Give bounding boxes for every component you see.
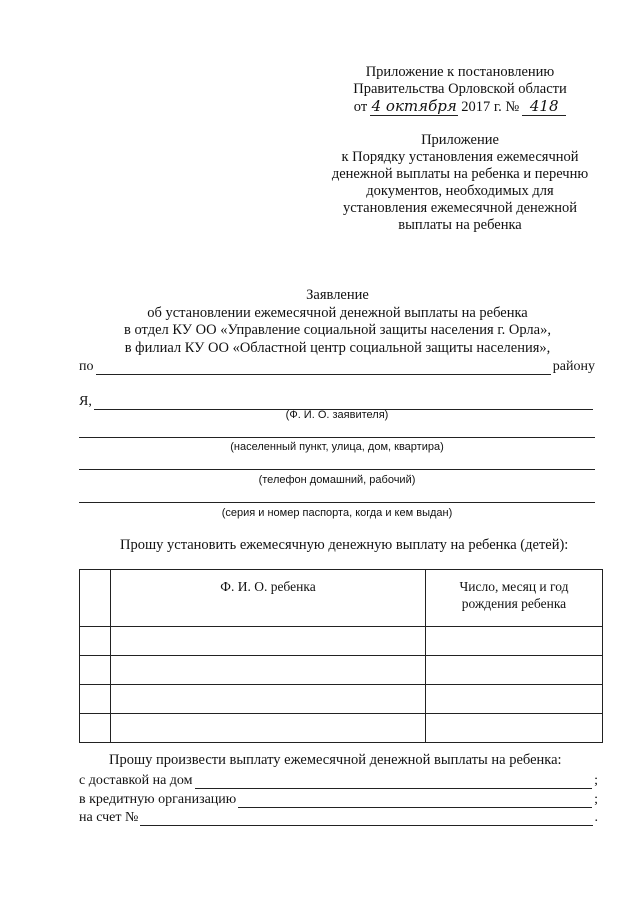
appendix-line: денежной выплаты на ребенка и перечню xyxy=(331,166,589,182)
table-cell[interactable] xyxy=(111,627,426,656)
year-text: 2017 г. № xyxy=(461,99,520,115)
appendix-line: к Порядку установления ежемесячной xyxy=(341,149,579,165)
payment-heading: Прошу произвести выплату ежемесячной денежной выплаты на ребенка: xyxy=(109,752,562,768)
table-cell[interactable] xyxy=(80,714,111,743)
title-line: в филиал КУ ОО «Областной центр социальной защиты населения», xyxy=(124,339,551,356)
phone-field[interactable] xyxy=(79,469,595,470)
hint-address: (населенный пункт, улица, дом, квартира) xyxy=(230,441,444,453)
passport-field[interactable] xyxy=(79,502,595,503)
district-field[interactable] xyxy=(96,362,551,375)
delivery-row xyxy=(79,773,598,789)
table-cell[interactable] xyxy=(111,656,426,685)
table-header-name: Ф. И. О. ребенка xyxy=(111,570,426,627)
table-cell[interactable] xyxy=(80,627,111,656)
appendix-line: выплаты на ребенка xyxy=(398,217,522,233)
account-end: . xyxy=(594,810,598,825)
resolution-line-1: Приложение к постановлению xyxy=(365,64,555,80)
table-row xyxy=(80,656,603,685)
request-text: Прошу установить ежемесячную денежную выплату на ребенка (детей): xyxy=(120,537,569,553)
credit-org-row xyxy=(79,792,598,808)
account-field[interactable] xyxy=(140,813,592,826)
title-line: Заявление xyxy=(306,287,369,303)
table-cell[interactable] xyxy=(426,656,603,685)
birth-header-line-2: рождения ребенка xyxy=(461,596,567,611)
table-header-num xyxy=(80,570,111,627)
applicant-prefix: Я, xyxy=(79,394,92,409)
table-row xyxy=(80,627,603,656)
application-title xyxy=(60,287,615,357)
table-cell[interactable] xyxy=(111,714,426,743)
district-suffix: району xyxy=(552,359,595,374)
table-cell[interactable] xyxy=(80,685,111,714)
birth-header-line-1: Число, месяц и год xyxy=(459,579,569,594)
address-field[interactable] xyxy=(79,437,595,438)
appendix-line: установления ежемесячной денежной xyxy=(342,200,578,216)
table-cell[interactable] xyxy=(80,656,111,685)
delivery-label: с доставкой на дом xyxy=(79,773,193,788)
children-table xyxy=(79,569,603,743)
number-handwritten: 418 xyxy=(522,98,566,116)
table-cell[interactable] xyxy=(426,627,603,656)
district-row xyxy=(79,359,595,375)
account-label: на счет № xyxy=(79,810,139,825)
table-cell[interactable] xyxy=(426,714,603,743)
applicant-row xyxy=(79,394,595,410)
delivery-end: ; xyxy=(594,773,598,788)
appendix-line: Приложение xyxy=(421,132,499,148)
table-header-row xyxy=(80,570,603,627)
date-prefix: от xyxy=(353,99,368,115)
title-line: об установлении ежемесячной денежной выплаты на ребенка xyxy=(147,304,528,321)
resolution-date-row xyxy=(330,98,590,116)
table-header-birth xyxy=(426,570,603,627)
table-row xyxy=(80,714,603,743)
title-line: в отдел КУ ОО «Управление социальной защиты населения г. Орла», xyxy=(124,322,551,338)
table-row xyxy=(80,685,603,714)
hint-name: (Ф. И. О. заявителя) xyxy=(285,409,389,421)
hint-passport: (серия и номер паспорта, когда и кем выдан) xyxy=(221,507,453,519)
account-row xyxy=(79,810,598,826)
credit-org-label: в кредитную организацию xyxy=(79,792,237,807)
credit-org-end: ; xyxy=(594,792,598,807)
hint-phone: (телефон домашний, рабочий) xyxy=(258,474,416,486)
resolution-header xyxy=(330,64,590,116)
district-prefix: по xyxy=(79,359,94,374)
appendix-line: документов, необходимых для xyxy=(366,183,554,199)
table-cell[interactable] xyxy=(111,685,426,714)
resolution-line-2: Правительства Орловской области xyxy=(353,81,567,97)
table-cell[interactable] xyxy=(426,685,603,714)
credit-org-field[interactable] xyxy=(238,795,592,808)
delivery-field[interactable] xyxy=(195,776,593,789)
date-handwritten: 4 октября xyxy=(371,97,457,115)
appendix-header xyxy=(315,132,605,234)
